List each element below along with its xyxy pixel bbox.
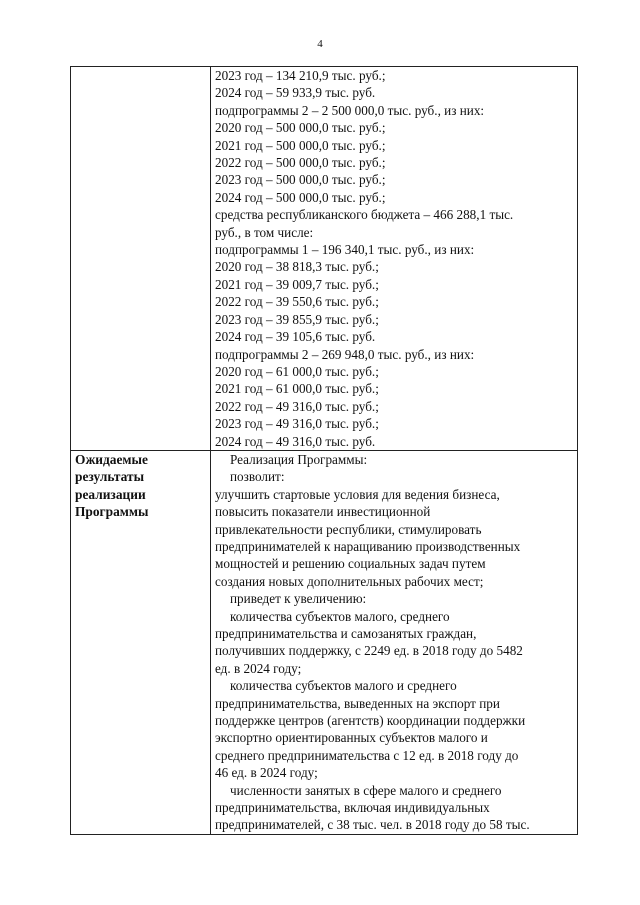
text-line: 2023 год – 500 000,0 тыс. руб.;	[215, 172, 386, 188]
text-line: 2024 год – 49 316,0 тыс. руб.	[215, 433, 376, 449]
text-line: 2020 год – 500 000,0 тыс. руб.;	[215, 120, 386, 136]
text-line: ед. в 2024 году;	[215, 660, 302, 676]
label-word: Ожидаемые	[75, 451, 148, 467]
funding-label-cell	[71, 67, 211, 451]
page-number: 4	[317, 38, 323, 50]
text-line: 2021 год – 61 000,0 тыс. руб.;	[215, 381, 379, 397]
text-line: руб., в том числе:	[215, 224, 314, 240]
text-line: подпрограммы 2 – 2 500 000,0 тыс. руб., из них:	[215, 102, 485, 118]
text-line: среднего предпринимательства с 12 ед. в 2018 году до	[215, 747, 519, 763]
text-line: привлекательности республики, стимулировать	[215, 521, 482, 537]
text-line: 2022 год – 49 316,0 тыс. руб.;	[215, 398, 379, 414]
text-line: предпринимательства и самозанятых граждан,	[215, 626, 477, 641]
funding-content-cell	[211, 67, 578, 451]
text-line: 2022 год – 39 550,6 тыс. руб.;	[215, 294, 379, 310]
text-line: поддержке центров (агентств) координации поддержки	[215, 713, 526, 729]
text-line: 46 ед. в 2024 году;	[215, 765, 318, 781]
results-label-cell	[71, 450, 211, 834]
text-line: подпрограммы 1 – 196 340,1 тыс. руб., из них:	[215, 242, 475, 258]
text-line: 2024 год – 500 000,0 тыс. руб.;	[215, 189, 386, 205]
text-line: 2024 год – 59 933,9 тыс. руб.	[215, 85, 376, 101]
text-line: 2023 год – 39 855,9 тыс. руб.;	[215, 311, 379, 327]
text-line: 2022 год – 500 000,0 тыс. руб.;	[215, 155, 386, 171]
text-line: повысить показатели инвестиционной	[215, 504, 431, 520]
text-line: численности занятых в сфере малого и среднего	[230, 782, 502, 798]
results-label	[71, 451, 210, 521]
text-line: количества субъектов малого, среднего	[230, 608, 450, 624]
text-line: получивших поддержку, с 2249 ед. в 2018 году до 5482	[215, 643, 523, 659]
results-lines	[211, 451, 577, 834]
text-line: Реализация Программы:	[230, 451, 368, 467]
results-row	[71, 450, 578, 834]
text-line: 2023 год – 49 316,0 тыс. руб.;	[215, 416, 379, 432]
text-line: предпринимателей к наращиванию производственных	[215, 538, 521, 554]
text-line: создания новых дополнительных рабочих мест;	[215, 573, 484, 589]
text-line: 2020 год – 38 818,3 тыс. руб.;	[215, 259, 379, 275]
text-line: 2020 год – 61 000,0 тыс. руб.;	[215, 363, 379, 379]
label-word: результаты	[75, 469, 145, 485]
label-word: реализации	[75, 486, 146, 502]
text-line: подпрограммы 2 – 269 948,0 тыс. руб., из них:	[215, 346, 475, 362]
text-line: мощностей и решению социальных задач путем	[215, 556, 486, 572]
label-word: Программы	[75, 504, 149, 520]
text-line: количества субъектов малого и среднего	[230, 678, 457, 694]
text-line: позволит:	[230, 469, 285, 485]
text-line: средства республиканского бюджета – 466 288,1 тыс.	[215, 207, 514, 223]
text-line: 2024 год – 39 105,6 тыс. руб.	[215, 329, 376, 345]
text-line: экспортно ориентированных субъектов малого и	[215, 730, 488, 746]
text-line: приведет к увеличению:	[230, 591, 367, 607]
program-passport-table	[70, 66, 578, 835]
results-content-cell	[211, 450, 578, 834]
text-line: предпринимательства, выведенных на экспорт при	[215, 695, 500, 711]
text-line: предпринимательства, включая индивидуальных	[215, 800, 490, 816]
text-line: предпринимателей, с 38 тыс. чел. в 2018 году до 58 тыс.	[215, 817, 530, 833]
funding-row	[71, 67, 578, 451]
text-line: 2021 год – 39 009,7 тыс. руб.;	[215, 276, 379, 292]
text-line: 2021 год – 500 000,0 тыс. руб.;	[215, 137, 386, 153]
text-line: улучшить стартовые условия для ведения бизнеса,	[215, 486, 500, 502]
funding-lines	[211, 67, 577, 450]
text-line: 2023 год – 134 210,9 тыс. руб.;	[215, 68, 386, 83]
